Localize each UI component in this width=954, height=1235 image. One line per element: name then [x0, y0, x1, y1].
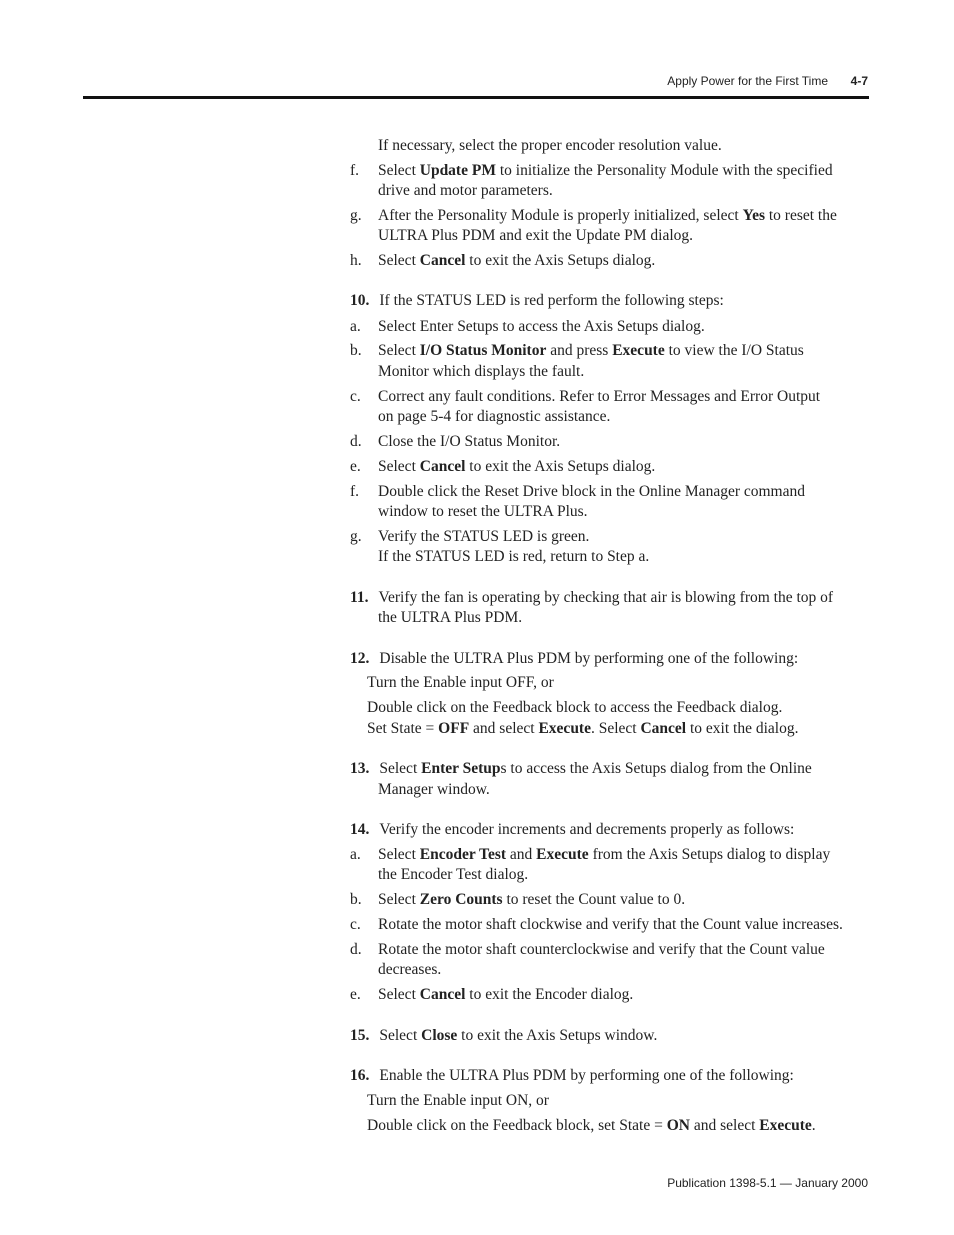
page-footer: Publication 1398-5.1 — January 2000 — [667, 1176, 868, 1190]
list-label: c. — [350, 388, 361, 405]
list-label: b. — [350, 891, 362, 908]
page-number: 4-7 — [850, 74, 868, 88]
list-item: Select I/O Status Monitor and press Execute to view the I/O Status — [378, 342, 804, 359]
list-item-cont: window to reset the ULTRA Plus. — [378, 503, 588, 520]
list-item-cont: ULTRA Plus PDM and exit the Update PM dialog. — [378, 227, 694, 244]
list-label: a. — [350, 846, 361, 863]
list-item-cont: on page 5-4 for diagnostic assistance. — [378, 408, 611, 425]
list-item: Close the I/O Status Monitor. — [378, 433, 561, 450]
list-item: Select Cancel to exit the Axis Setups dialog. — [378, 252, 656, 269]
list-item-cont: the Encoder Test dialog. — [378, 866, 529, 883]
option-line: Set State = OFF and select Execute. Select Cancel to exit the dialog. — [367, 720, 799, 737]
list-label: a. — [350, 318, 361, 335]
list-item: After the Personality Module is properly initialized, select Yes to reset the — [378, 207, 837, 224]
list-item: Verify the STATUS LED is green. — [378, 528, 590, 545]
option-line: Turn the Enable input OFF, or — [367, 674, 554, 691]
list-item: Correct any fault conditions. Refer to Error Messages and Error Output — [378, 388, 821, 405]
list-item-cont: Monitor which displays the fault. — [378, 363, 585, 380]
list-item-cont: If the STATUS LED is red, return to Step a. — [378, 548, 650, 565]
list-item: Double click the Reset Drive block in the Online Manager command — [378, 483, 805, 500]
list-label: h. — [350, 252, 362, 269]
step-12: 12. Disable the ULTRA Plus PDM by performing one of the following: — [350, 650, 799, 667]
list-label: d. — [350, 941, 362, 958]
list-item-cont: decreases. — [378, 961, 442, 978]
list-item: Select Zero Counts to reset the Count value to 0. — [378, 891, 686, 908]
list-label: d. — [350, 433, 362, 450]
step-11-cont: the ULTRA Plus PDM. — [378, 609, 523, 626]
option-line: Double click on the Feedback block, set State = ON and select Execute. — [367, 1117, 816, 1134]
list-item: Rotate the motor shaft counterclockwise and verify that the Count value — [378, 941, 825, 958]
running-head-title: Apply Power for the First Time — [667, 74, 828, 88]
step-15: 15. Select Close to exit the Axis Setups window. — [350, 1027, 658, 1044]
list-label: g. — [350, 528, 362, 545]
list-label: f. — [350, 483, 360, 500]
step-13: 13. Select Enter Setups to access the Axis Setups dialog from the Online — [350, 760, 812, 777]
step-14: 14. Verify the encoder increments and decrements properly as follows: — [350, 821, 795, 838]
list-item: Select Encoder Test and Execute from the Axis Setups dialog to display — [378, 846, 831, 863]
list-label: b. — [350, 342, 362, 359]
step-13-cont: Manager window. — [378, 781, 490, 798]
list-label: g. — [350, 207, 362, 224]
list-label: e. — [350, 986, 361, 1003]
option-line: Double click on the Feedback block to access the Feedback dialog. — [367, 699, 783, 716]
page-header — [0, 72, 954, 94]
intro-line: If necessary, select the proper encoder resolution value. — [378, 137, 722, 154]
list-item: Rotate the motor shaft clockwise and verify that the Count value increases. — [378, 916, 843, 933]
list-item: Select Update PM to initialize the Personality Module with the specified — [378, 162, 833, 179]
list-item-cont: drive and motor parameters. — [378, 182, 553, 199]
list-label: f. — [350, 162, 360, 179]
list-label: e. — [350, 458, 361, 475]
step-11: 11. Verify the fan is operating by checking that air is blowing from the top of — [350, 589, 834, 606]
list-item: Select Enter Setups to access the Axis Setups dialog. — [378, 318, 705, 335]
option-line: Turn the Enable input ON, or — [367, 1092, 549, 1109]
list-label: c. — [350, 916, 361, 933]
list-item: Select Cancel to exit the Encoder dialog. — [378, 986, 634, 1003]
step-10: 10. If the STATUS LED is red perform the following steps: — [350, 292, 724, 309]
step-16: 16. Enable the ULTRA Plus PDM by performing one of the following: — [350, 1067, 794, 1084]
header-rule — [83, 96, 869, 99]
list-item: Select Cancel to exit the Axis Setups dialog. — [378, 458, 656, 475]
